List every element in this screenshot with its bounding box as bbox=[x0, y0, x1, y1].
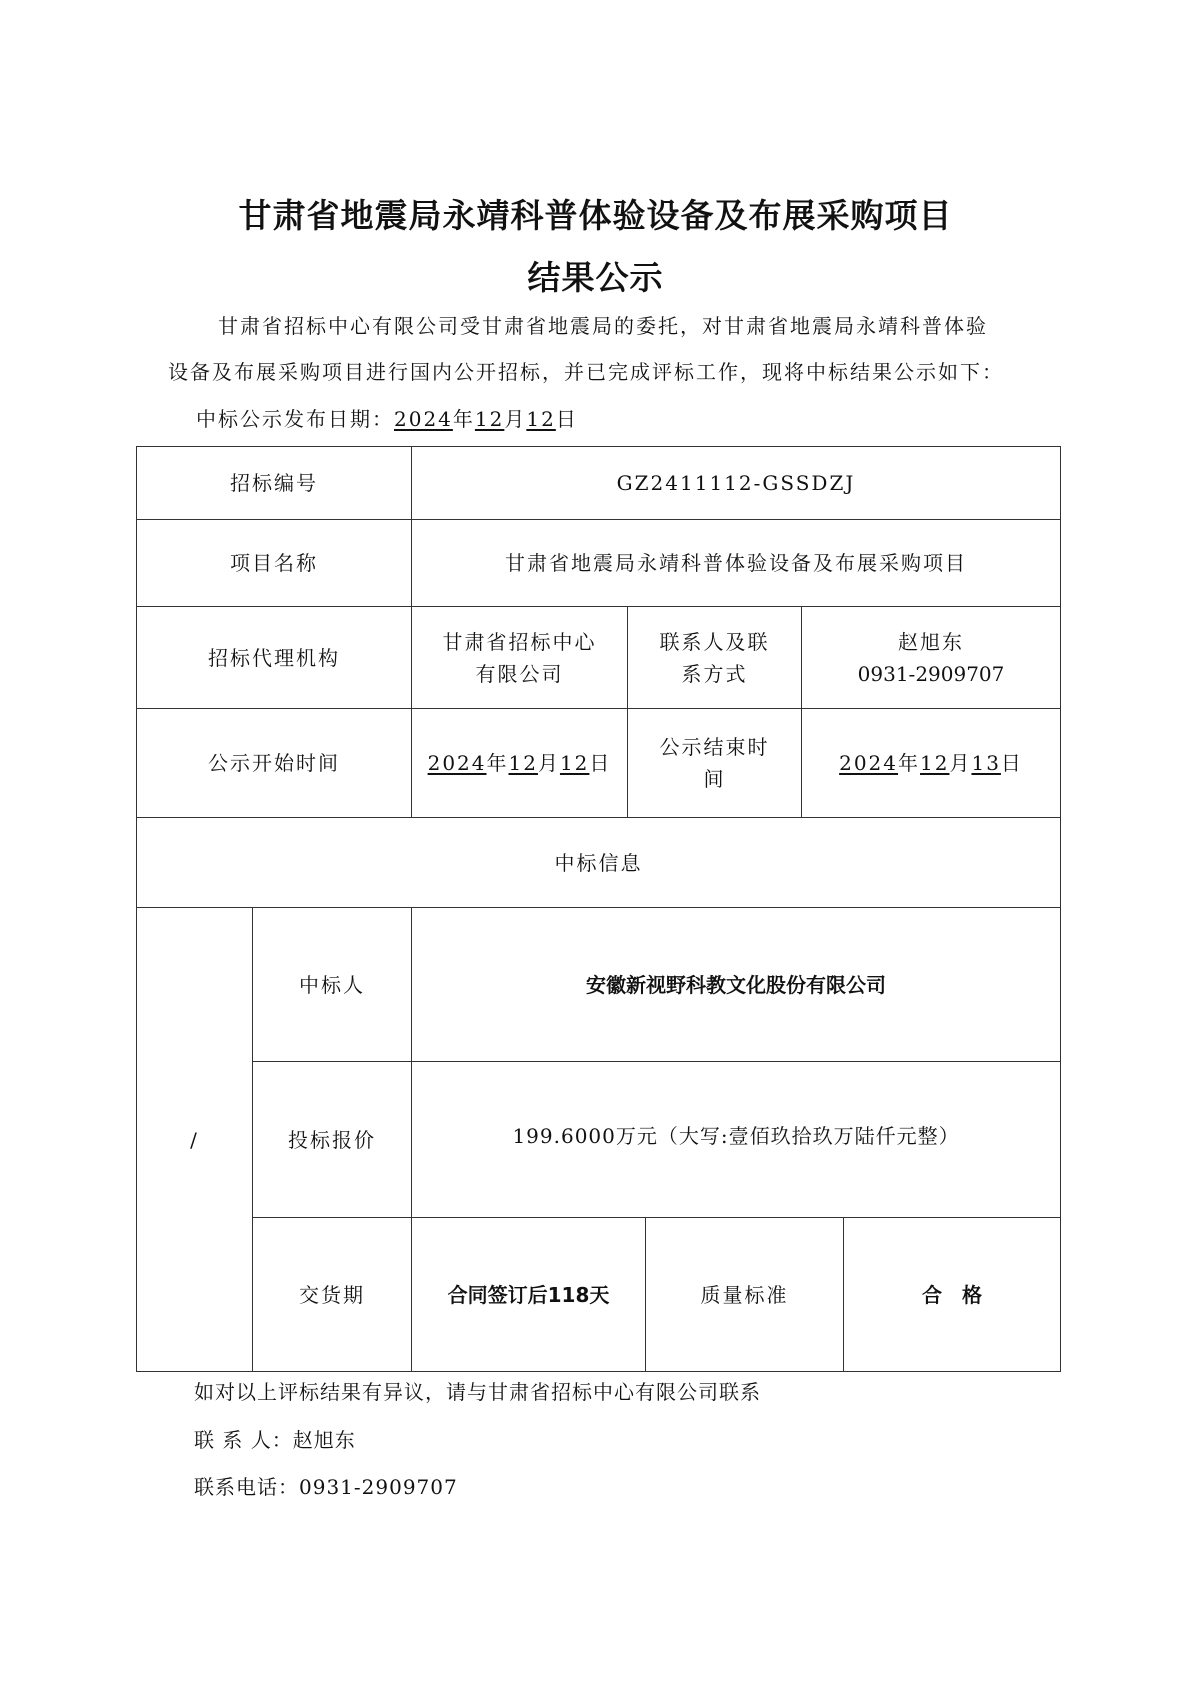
table-row bbox=[137, 818, 1061, 908]
table-row bbox=[137, 1062, 1061, 1218]
end-label-line-1: 公示结束时 bbox=[659, 735, 770, 759]
contact-label-line-1: 联系人及联 bbox=[659, 629, 770, 654]
table-row bbox=[137, 1218, 1061, 1372]
delivery-label: 交货期 bbox=[253, 1218, 412, 1372]
publish-date bbox=[196, 403, 578, 432]
table-row bbox=[137, 520, 1061, 607]
month-char: 月 bbox=[949, 751, 972, 775]
document-title: 甘肃省地震局永靖科普体验设备及布展采购项目 bbox=[238, 196, 953, 235]
contact-label bbox=[628, 607, 802, 709]
month-char: 月 bbox=[504, 407, 527, 431]
project-name: 甘肃省地震局永靖科普体验设备及布展采购项目 bbox=[412, 520, 1061, 607]
day-char: 日 bbox=[589, 751, 612, 775]
month-char: 月 bbox=[537, 751, 560, 775]
price: 199.6000万元（大写:壹佰玖拾玖万陆仟元整） bbox=[412, 1062, 1061, 1218]
year-char: 年 bbox=[898, 751, 921, 775]
end-label-line-2: 间 bbox=[703, 767, 726, 791]
table-row bbox=[137, 447, 1061, 520]
contact-phone: 0931-2909707 bbox=[857, 661, 1005, 686]
table-row bbox=[137, 607, 1061, 709]
agency bbox=[412, 607, 628, 709]
agency-label: 招标代理机构 bbox=[137, 607, 412, 709]
table-row bbox=[137, 709, 1061, 818]
table-row bbox=[137, 908, 1061, 1062]
end-date bbox=[802, 709, 1061, 818]
project-label: 项目名称 bbox=[137, 520, 412, 607]
slash-cell: / bbox=[137, 908, 253, 1372]
objection-note: 如对以上评标结果有异议，请与甘肃省招标中心有限公司联系 bbox=[194, 1380, 761, 1404]
publish-month: 12 bbox=[474, 407, 505, 431]
start-day: 12 bbox=[559, 751, 590, 775]
footer-contact: 联 系 人：赵旭东 bbox=[194, 1428, 356, 1452]
contact bbox=[802, 607, 1061, 709]
footer-phone: 联系电话：0931-2909707 bbox=[194, 1475, 458, 1499]
delivery: 合同签订后118天 bbox=[412, 1218, 646, 1372]
start-date bbox=[412, 709, 628, 818]
contact-name: 赵旭东 bbox=[898, 629, 965, 654]
bid-no-label: 招标编号 bbox=[137, 447, 412, 520]
quality-value: 合 格 bbox=[844, 1218, 1061, 1372]
result-table bbox=[136, 446, 1061, 1372]
publish-date-label: 中标公示发布日期： bbox=[196, 407, 394, 431]
year-char: 年 bbox=[486, 751, 509, 775]
end-year: 2024 bbox=[839, 751, 899, 775]
contact-label-line-2: 系方式 bbox=[681, 661, 748, 686]
quality-label: 质量标准 bbox=[646, 1218, 844, 1372]
end-day: 13 bbox=[971, 751, 1001, 775]
intro-line-1: 甘肃省招标中心有限公司受甘肃省地震局的委托，对甘肃省地震局永靖科普体验 bbox=[218, 314, 988, 338]
price-label: 投标报价 bbox=[253, 1062, 412, 1218]
day-char: 日 bbox=[1000, 751, 1023, 775]
agency-line-2: 有限公司 bbox=[475, 661, 564, 686]
document-subtitle: 结果公示 bbox=[527, 258, 664, 297]
end-month: 12 bbox=[920, 751, 950, 775]
publish-year: 2024 bbox=[394, 407, 453, 431]
start-year: 2024 bbox=[427, 751, 487, 775]
end-label bbox=[628, 709, 802, 818]
winner-label: 中标人 bbox=[253, 908, 412, 1062]
start-label: 公示开始时间 bbox=[137, 709, 412, 818]
section-header: 中标信息 bbox=[137, 818, 1061, 908]
day-char: 日 bbox=[555, 407, 578, 431]
intro-line-2: 设备及布展采购项目进行国内公开招标，并已完成评标工作，现将中标结果公示如下： bbox=[168, 360, 1004, 384]
bid-no: GZ2411112-GSSDZJ bbox=[412, 447, 1061, 520]
year-char: 年 bbox=[452, 407, 475, 431]
winner: 安徽新视野科教文化股份有限公司 bbox=[412, 908, 1061, 1062]
start-month: 12 bbox=[508, 751, 538, 775]
agency-line-1: 甘肃省招标中心 bbox=[442, 629, 597, 654]
publish-day: 12 bbox=[526, 407, 556, 431]
